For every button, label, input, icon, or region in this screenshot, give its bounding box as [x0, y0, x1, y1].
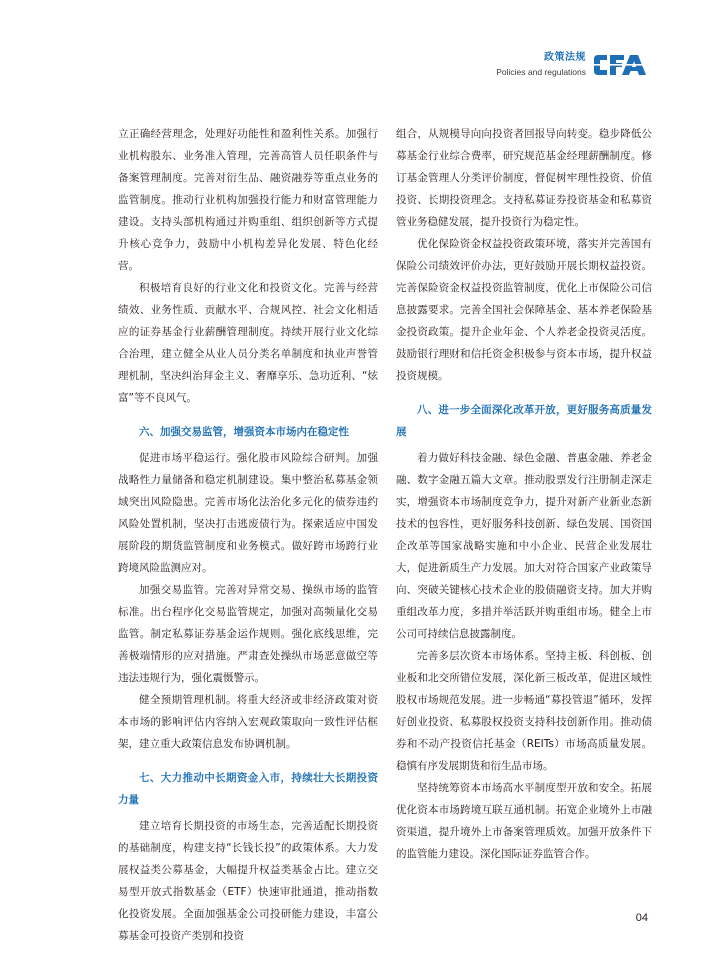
paragraph: 完善多层次资本市场体系。坚持主板、科创板、创业板和北交所错位发展，深化新三板改革，促进区域性股权市场规范发展。进一步畅通“募投管退”循环，发挥好创业投资、私募股权投资支持科技创新作用。推动债券和不动产投资信托基金（REITs）市场高质量发展。稳慎有序发展期货和衍生品市场。 [396, 650, 652, 772]
paragraph: 着力做好科技金融、绿色金融、普惠金融、养老金融、数字金融五篇大文章。推动股票发行注册制走深走实，增强资本市场制度竞争力，提升对新产业新业态新技术的包容性，更好服务科技创新、绿色发展、国资国企改革等国家战略实施和中小企业、民营企业发展壮大，促进新质生产力发展。加大对符合国家产业政策导向、突破关键核心技术企业的股债融资支持。加大并购重组改革力度，多措并举活跃并购重组市场。健全上市公司可持续信息披露制度。 [396, 452, 652, 640]
section-title-cn: 政策法规 [544, 52, 586, 64]
paragraph: 坚持统筹资本市场高水平制度型开放和安全。拓展优化资本市场跨境互联互通机制。拓宽企业境外上市融资渠道，提升境外上市备案管理质效。加强开放条件下的监管能力建设。深化国际证券监管合作。 [396, 782, 652, 860]
paragraph: 促进市场平稳运行。强化股市风险综合研判。加强战略性力量储备和稳定机制建设。集中整治私募基金领域突出风险隐患。完善市场化法治化多元化的债券违约风险处置机制，坚决打击逃废债行为。探索适应中国发展阶段的期货监管制度和业务模式。做好跨市场跨行业跨境风险监测应对。 [118, 452, 378, 574]
page-number: 04 [635, 912, 648, 924]
right-column [396, 123, 652, 865]
section-heading: 七、大力推动中长期资金入市，持续壮大长期投资力量 [118, 772, 378, 806]
paragraph: 优化保险资金权益投资政策环境，落实并完善国有保险公司绩效评价办法，更好鼓励开展长期权益投资。完善保险资金权益投资监管制度，优化上市保险公司信息披露要求。完善全国社会保障基金、基本养老保险基金投资政策。提升企业年金、个人养老金投资灵活度。鼓励银行理财和信托资金积极参与资本市场，提升权益投资规模。 [396, 238, 652, 382]
section-label [496, 53, 586, 77]
section-heading: 八、进一步全面深化改革开放，更好服务高质量发展 [396, 404, 652, 438]
paragraph: 立正确经营理念，处理好功能性和盈利性关系。加强行业机构股东、业务准入管理，完善高管人员任职条件与备案管理制度。完善对衍生品、融资融券等重点业务的监管制度。推动行业机构加强投行能力和财富管理能力建设。支持头部机构通过并购重组、组织创新等方式提升核心竞争力，鼓励中小机构差异化发展、特色化经营。 [118, 128, 378, 272]
paragraph: 健全预期管理机制。将重大经济或非经济政策对资本市场的影响评估内容纳入宏观政策取向一致性评估框架，建立重大政策信息发布协调机制。 [118, 694, 378, 750]
paragraph: 加强交易监管。完善对异常交易、操纵市场的监管标准。出台程序化交易监管规定，加强对高频量化交易监管。制定私募证券基金运作规则。强化底线思维，完善极端情形的应对措施。严肃查处操纵市场恶意做空等违法违规行为，强化震慑警示。 [118, 584, 378, 684]
paragraph: 积极培育良好的行业文化和投资文化。完善与经营绩效、业务性质、贡献水平、合规风控、社会文化相适应的证券基金行业薪酬管理制度。持续开展行业文化综合治理，建立健全从业人员分类名单制度和执业声誉管理机制，坚决纠治拜金主义、奢靡享乐、急功近利、“炫富”等不良风气。 [118, 282, 378, 404]
page-header [496, 50, 648, 80]
left-column [118, 123, 378, 947]
paragraph: 组合，从规模导向向投资者回报导向转变。稳步降低公募基金行业综合费率，研究规范基金经理薪酬制度。修订基金管理人分类评价制度，督促树牢理性投资、价值投资、长期投资理念。支持私募证券投资基金和私募资管业务稳健发展，提升投资行为稳定性。 [396, 128, 652, 228]
section-heading: 六、加强交易监管，增强资本市场内在稳定性 [139, 426, 349, 438]
section-title-en: Policies and regulations [496, 67, 586, 78]
paragraph: 建立培育长期投资的市场生态，完善适配长期投资的基础制度，构建支持“长钱长投”的政策体系。大力发展权益类公募基金，大幅提升权益类基金占比。建立交易型开放式指数基金（ETF）快速审批通道，推动指数化投资发展。全面加强基金公司投研能力建设，丰富公募基金可投资产类别和投资 [118, 820, 378, 942]
cfa-logo [592, 51, 648, 79]
